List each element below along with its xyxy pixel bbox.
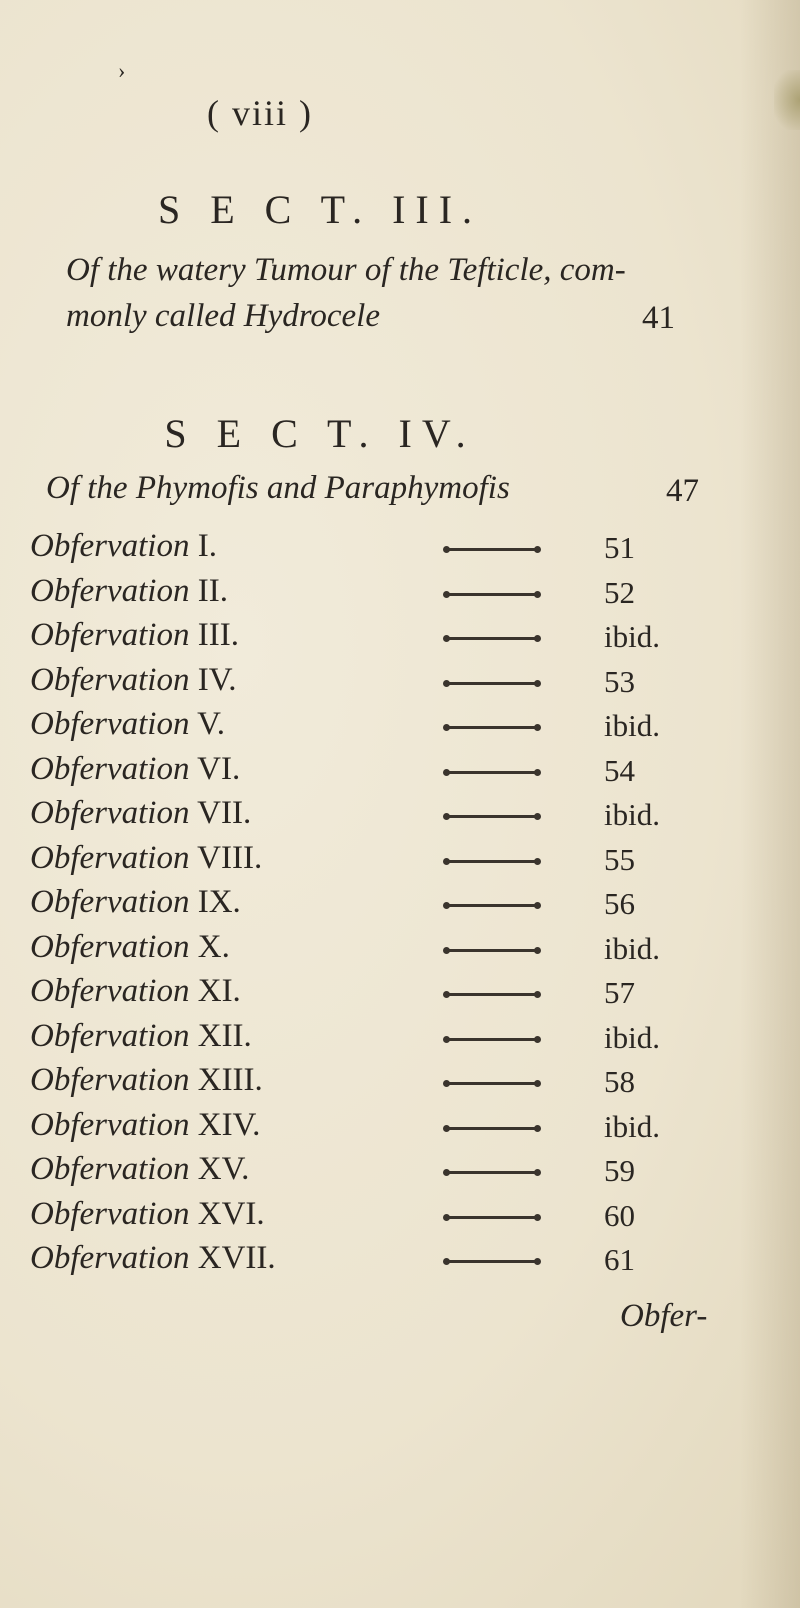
observation-word: Obfervation bbox=[30, 884, 190, 920]
observation-row bbox=[0, 929, 800, 974]
catchword: Obfer- bbox=[620, 1298, 708, 1334]
leader-dash bbox=[446, 548, 538, 551]
observation-word: Obfervation bbox=[30, 1240, 190, 1276]
observation-row bbox=[0, 884, 800, 929]
observation-label bbox=[30, 884, 241, 921]
observation-row bbox=[0, 1107, 800, 1152]
leader-dash bbox=[446, 726, 538, 729]
observation-word: Obfervation bbox=[30, 1017, 190, 1054]
observation-label bbox=[30, 929, 230, 966]
observation-page: 57 bbox=[604, 975, 635, 1010]
observation-numeral: XV. bbox=[197, 1151, 250, 1187]
observation-row bbox=[0, 751, 800, 796]
observation-list bbox=[0, 528, 800, 1285]
observation-numeral: XVII. bbox=[197, 1240, 276, 1276]
page-number: ( viii ) bbox=[207, 93, 313, 133]
observation-word: Obfervation bbox=[30, 528, 190, 564]
observation-row bbox=[0, 662, 800, 707]
observation-row bbox=[0, 795, 800, 840]
leader-dash bbox=[446, 771, 538, 774]
observation-numeral: IV. bbox=[197, 661, 237, 698]
observation-label bbox=[30, 751, 240, 788]
observation-numeral: VI. bbox=[197, 750, 241, 787]
observation-row bbox=[0, 573, 800, 618]
observation-word: Obfervation bbox=[30, 1106, 190, 1143]
observation-word: Obfervation bbox=[30, 1151, 190, 1187]
observation-word: Obfervation bbox=[30, 572, 190, 609]
observation-word: Obfervation bbox=[30, 617, 190, 653]
leader-dash bbox=[446, 815, 538, 818]
section-3-title-line-2: monly called Hydrocele bbox=[66, 298, 380, 334]
observation-page: 54 bbox=[604, 752, 635, 788]
observation-label bbox=[30, 1018, 252, 1055]
observation-page: 53 bbox=[604, 663, 635, 699]
observation-label bbox=[30, 1151, 249, 1188]
observation-numeral: XVI. bbox=[197, 1195, 265, 1232]
observation-label bbox=[30, 573, 228, 610]
observation-row bbox=[0, 617, 800, 662]
observation-numeral: III. bbox=[197, 617, 239, 653]
observation-page: 51 bbox=[604, 530, 635, 565]
observation-row bbox=[0, 1062, 800, 1107]
observation-label bbox=[30, 1062, 263, 1099]
observation-numeral: VIII. bbox=[197, 839, 263, 876]
observation-numeral: XIII. bbox=[197, 1062, 263, 1098]
leader-dash bbox=[446, 1127, 538, 1130]
observation-numeral: II. bbox=[197, 572, 228, 609]
leader-dash bbox=[446, 904, 538, 907]
observation-page: ibid. bbox=[604, 930, 660, 966]
section-3-title-line-1: Of the watery Tumour of the Tefticle, com- bbox=[66, 252, 626, 288]
section-4-title: Of the Phymofis and Paraphymofis bbox=[46, 470, 510, 506]
observation-numeral: XII. bbox=[197, 1017, 252, 1054]
leader-dash bbox=[446, 637, 538, 640]
observation-page: 58 bbox=[604, 1064, 635, 1099]
section-4-page: 47 bbox=[666, 473, 699, 509]
observation-row bbox=[0, 840, 800, 885]
observation-page: 52 bbox=[604, 574, 635, 610]
observation-page: ibid. bbox=[604, 1108, 660, 1144]
section-3-page: 41 bbox=[642, 300, 675, 336]
observation-label bbox=[30, 617, 239, 654]
leader-dash bbox=[446, 949, 538, 952]
leader-dash bbox=[446, 1082, 538, 1085]
observation-numeral: I. bbox=[197, 528, 217, 564]
observation-row bbox=[0, 1240, 800, 1285]
observation-page: 56 bbox=[604, 886, 635, 921]
leader-dash bbox=[446, 1260, 538, 1263]
leader-dash bbox=[446, 1038, 538, 1041]
observation-numeral: XI. bbox=[197, 973, 241, 1009]
observation-row bbox=[0, 1196, 800, 1241]
observation-row bbox=[0, 1018, 800, 1063]
observation-page: 55 bbox=[604, 841, 635, 877]
observation-word: Obfervation bbox=[30, 795, 190, 831]
observation-page: ibid. bbox=[604, 708, 660, 743]
observation-word: Obfervation bbox=[30, 1195, 190, 1232]
observation-label bbox=[30, 706, 225, 743]
observation-numeral: V. bbox=[197, 706, 225, 742]
observation-numeral: VII. bbox=[197, 795, 252, 831]
leader-dash bbox=[446, 593, 538, 596]
observation-word: Obfervation bbox=[30, 928, 190, 965]
observation-row bbox=[0, 706, 800, 751]
observation-word: Obfervation bbox=[30, 973, 190, 1009]
section-4-heading: S E C T. IV. bbox=[164, 411, 476, 456]
observation-row bbox=[0, 973, 800, 1018]
observation-page: 60 bbox=[604, 1197, 635, 1233]
observation-page: 59 bbox=[604, 1153, 635, 1188]
observation-numeral: IX. bbox=[197, 884, 241, 920]
paper-stain bbox=[774, 70, 800, 130]
observation-label bbox=[30, 840, 262, 877]
observation-word: Obfervation bbox=[30, 661, 190, 698]
observation-label bbox=[30, 662, 237, 699]
section-3-heading: S E C T. III. bbox=[157, 187, 483, 232]
observation-label bbox=[30, 1107, 260, 1144]
top-mark: › bbox=[118, 58, 126, 83]
observation-label bbox=[30, 1240, 276, 1277]
observation-page: ibid. bbox=[604, 1019, 660, 1055]
observation-numeral: X. bbox=[197, 928, 230, 965]
observation-word: Obfervation bbox=[30, 706, 190, 742]
observation-label bbox=[30, 973, 241, 1010]
observation-page: 61 bbox=[604, 1242, 635, 1277]
observation-page: ibid. bbox=[604, 619, 660, 654]
leader-dash bbox=[446, 860, 538, 863]
leader-dash bbox=[446, 1171, 538, 1174]
observation-word: Obfervation bbox=[30, 750, 190, 787]
observation-label bbox=[30, 795, 251, 832]
observation-row bbox=[0, 528, 800, 573]
leader-dash bbox=[446, 1216, 538, 1219]
observation-word: Obfervation bbox=[30, 1062, 190, 1098]
observation-label bbox=[30, 528, 217, 565]
leader-dash bbox=[446, 993, 538, 996]
observation-label bbox=[30, 1196, 265, 1233]
observation-word: Obfervation bbox=[30, 839, 190, 876]
observation-row bbox=[0, 1151, 800, 1196]
leader-dash bbox=[446, 682, 538, 685]
observation-page: ibid. bbox=[604, 797, 660, 832]
observation-numeral: XIV. bbox=[197, 1106, 261, 1143]
